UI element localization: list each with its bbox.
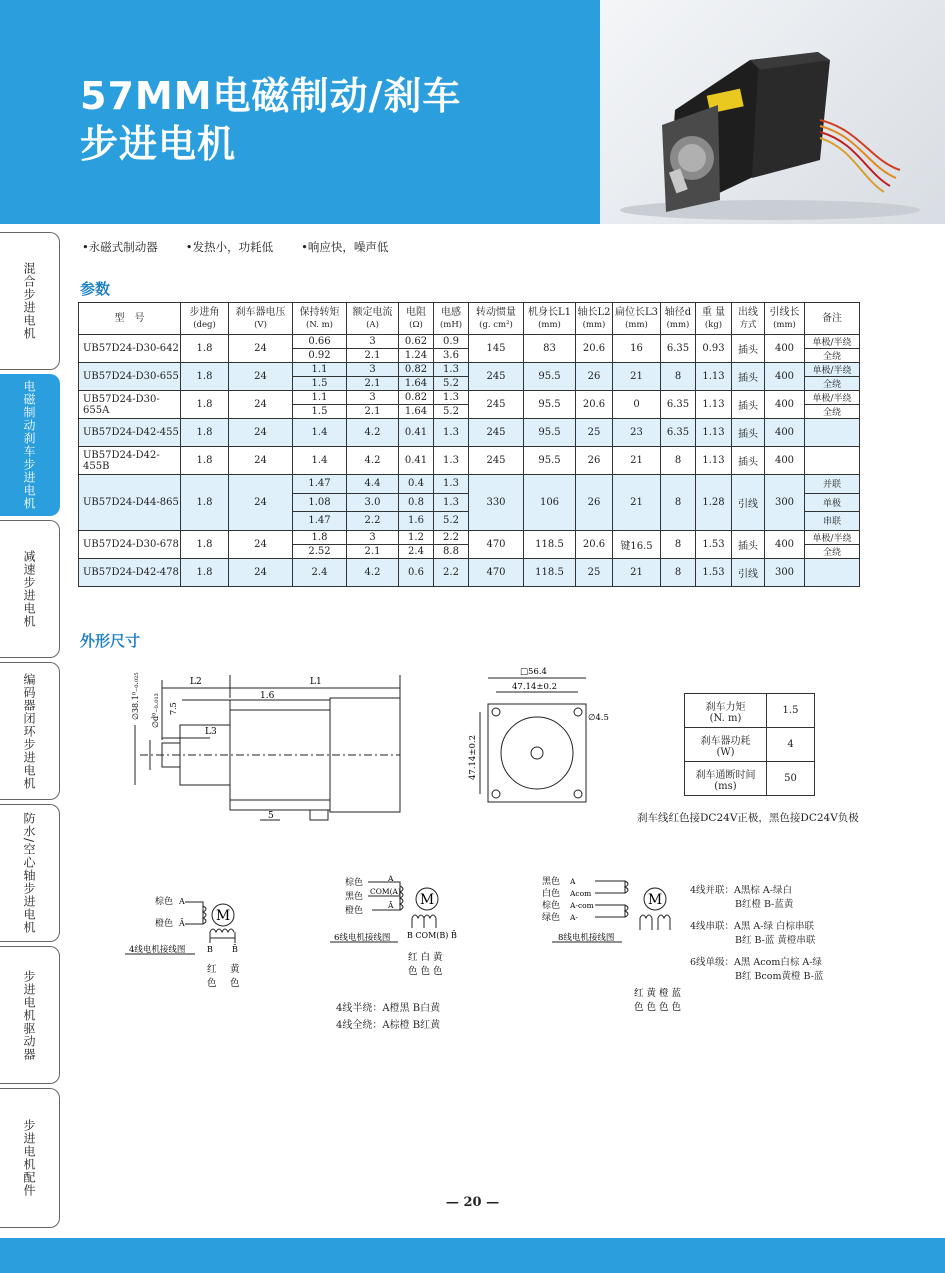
pin-label: COM(A) [370,887,401,896]
header-banner [0,0,600,224]
table-cell: 24 [229,530,293,558]
table-cell: 16 [613,335,661,363]
table-cell [805,447,860,475]
color-label: 红 白 黄 [408,952,443,963]
table-cell: 5.2 [434,512,469,531]
wiring-note: B红 Bcom黄橙 B-蓝 [735,971,824,982]
table-cell: 400 [765,530,805,558]
column-header: 备注 [805,303,860,335]
table-cell: 单极/半绕 [805,391,860,405]
table-cell: 6.35 [661,391,696,419]
wiring-note: 4线半绕：A橙黑 B白黄 [336,1003,441,1014]
column-header: 步进角 (deg) [181,303,229,335]
table-cell: 83 [524,335,576,363]
dims-heading: 外形尺寸 [80,632,141,650]
color-label: 黄 [230,964,240,975]
table-cell: 单极/半绕 [805,530,860,544]
table-cell: 1.3 [434,447,469,475]
table-row [79,335,860,349]
table-cell: 0.9 [434,335,469,349]
table-cell: 3.0 [347,493,399,512]
wire-color: 绿色 [542,913,561,923]
table-cell: 26 [576,447,613,475]
table-cell: 1.4 [293,419,347,447]
tab-label: 减速步进电机 [22,550,36,628]
footer-bar [0,1238,945,1273]
table-cell: 1.47 [293,475,347,494]
label-5: 5 [268,811,274,821]
table-cell: 8.8 [434,544,469,558]
table-cell: 1.8 [181,530,229,558]
tab-closed-loop-stepper[interactable] [0,662,60,800]
label-pitch: 47.14±0.2 [512,682,557,692]
table-cell: 4.2 [347,447,399,475]
table-row [79,530,860,544]
table-cell: 1.8 [181,447,229,475]
table-cell: 106 [524,475,576,531]
title-line-1: 57MM电磁制动/刹车 [80,74,462,118]
table-cell: 0.6 [399,558,434,586]
tab-stepper-driver[interactable] [0,946,60,1084]
wire-color: 黑色 [345,892,364,902]
table-cell: 300 [765,475,805,531]
pin-label: A- [570,913,578,922]
table-cell: 8 [661,558,696,586]
label-pitch-vertical: 47.14±0.2 [468,735,478,780]
color-label: 色 [230,978,240,989]
brake-spec-table [684,693,815,796]
table-cell: 1.8 [181,335,229,363]
table-cell: 1.5 [293,405,347,419]
table-cell: 21 [613,558,661,586]
label-diad: ∅d⁰₋₀.₀₁₃ [151,693,160,728]
table-cell: 0.41 [399,447,434,475]
table-cell: 20.6 [576,530,613,558]
table-cell: UB57D24-D30-678 [79,530,181,558]
table-cell: 0.82 [399,391,434,405]
feature-item: •发热小，功耗低 [185,240,274,254]
table-cell: 1.3 [434,475,469,494]
column-header: 出线 方式 [732,303,765,335]
column-header: 保持转矩 (N. m) [293,303,347,335]
table-cell: 145 [469,335,524,363]
table-cell: 1.8 [181,391,229,419]
table-cell: 1.53 [696,530,732,558]
table-cell: 470 [469,530,524,558]
front-view-drawing [460,662,630,812]
table-cell: 2.2 [434,558,469,586]
table-cell: 8 [661,363,696,391]
table-cell: UB57D24-D42-455 [79,419,181,447]
table-cell: 95.5 [524,447,576,475]
brake-unit: (ms) [714,780,737,792]
spec-table [78,302,860,587]
pin-label: A [388,874,394,883]
table-cell: 26 [576,475,613,531]
table-cell: 400 [765,335,805,363]
color-label: 色 [207,978,217,989]
label-hole: ∅4.5 [588,713,609,723]
table-cell: 95.5 [524,419,576,447]
color-label: 色 色 色 色 [634,1002,682,1013]
brake-unit: (N. m) [709,712,742,724]
table-cell: 24 [229,363,293,391]
column-header: 轴径d (mm) [661,303,696,335]
table-cell: 95.5 [524,391,576,419]
motor-symbol: M [215,908,231,924]
table-cell: 1.6 [399,512,434,531]
wiring-caption: 4线电机接线图 [129,945,186,955]
brake-row [685,694,815,728]
table-cell: 1.2 [399,530,434,544]
brake-label: 刹车通断时间 [695,769,756,781]
page-number: — 20 — [445,1195,500,1210]
brake-label: 刹车器功耗 [700,735,751,747]
wire-color: 棕色 [345,878,364,888]
motor-symbol: M [647,892,663,908]
table-cell: 6.35 [661,419,696,447]
table-cell: 24 [229,419,293,447]
table-cell: 0.82 [399,363,434,377]
table-cell: 1.4 [293,447,347,475]
column-header: 引线长 (mm) [765,303,805,335]
feature-item: •永磁式制动器 [82,240,158,254]
table-cell: 5.2 [434,377,469,391]
wiring-note: 4线全绕：A棕橙 B红黄 [336,1020,441,1031]
table-cell: 400 [765,391,805,419]
table-cell: 插头 [732,530,765,558]
tab-label: 电磁制动刹车步进电机 [22,380,36,510]
label-l1: L1 [310,677,322,687]
wire-color: 橙色 [155,919,174,929]
table-cell: 0 [613,391,661,419]
column-header: 机身长L1 (mm) [524,303,576,335]
table-cell: 2.1 [347,377,399,391]
wire-color: 橙色 [345,906,364,916]
table-cell: 25 [576,558,613,586]
table-row [79,558,860,586]
table-cell: 1.64 [399,377,434,391]
table-cell: 串联 [805,512,860,531]
table-cell: 2.52 [293,544,347,558]
table-cell: 1.13 [696,419,732,447]
wiring-note: B红 B-蓝 黄橙串联 [735,935,816,946]
pin-label: A [570,877,576,886]
wiring-note: 4线并联：A黑棕 A-绿白 [690,885,792,896]
table-cell: 引线 [732,558,765,586]
column-header: 电阻 (Ω) [399,303,434,335]
table-cell: 4.4 [347,475,399,494]
table-row [79,475,860,494]
pin-label: A [179,897,185,906]
wiring-4-diagram [125,888,255,993]
column-header: 电感 (mH) [434,303,469,335]
table-cell: 1.64 [399,405,434,419]
table-row [79,419,860,447]
table-cell: 20.6 [576,391,613,419]
table-cell: 1.8 [181,558,229,586]
table-cell: 键16.5 [613,530,661,558]
table-cell: 470 [469,558,524,586]
table-cell: 330 [469,475,524,531]
table-cell: 插头 [732,363,765,391]
table-cell: 0.8 [399,493,434,512]
brake-label: 刹车力矩 [705,701,746,713]
table-row [79,363,860,377]
feature-item: •响应快，噪声低 [301,240,389,254]
label-l2: L2 [190,677,202,687]
label-dia38: ∅38.1⁰₋₀.₀₂₅ [131,672,140,720]
table-cell: 全绕 [805,405,860,419]
column-header: 轴长L2 (mm) [576,303,613,335]
table-cell: 400 [765,363,805,391]
table-cell: 1.3 [434,363,469,377]
table-cell: 4.2 [347,419,399,447]
table-cell: 1.3 [434,493,469,512]
wiring-8-notes [690,884,823,984]
table-cell: 0.66 [293,335,347,349]
tab-brake-stepper[interactable] [0,374,60,516]
table-cell: 21 [613,363,661,391]
tab-label: 混合步进电机 [22,262,36,340]
table-cell: 2.2 [347,512,399,531]
table-cell: 1.1 [293,363,347,377]
table-cell: 4.2 [347,558,399,586]
table-row [79,391,860,405]
wiring-6-notes [336,1000,440,1034]
table-cell: 1.53 [696,558,732,586]
table-cell: UB57D24-D30-642 [79,335,181,363]
table-cell: 单极/半绕 [805,363,860,377]
table-cell: 8 [661,447,696,475]
table-row [79,447,860,475]
table-cell: 插头 [732,447,765,475]
spec-table-header [79,303,860,335]
table-cell: 245 [469,419,524,447]
tab-hybrid-stepper[interactable] [0,232,60,370]
table-cell: 245 [469,447,524,475]
pin-label: B [207,945,213,954]
table-cell: 1.13 [696,363,732,391]
table-cell: 1.13 [696,447,732,475]
brake-value: 4 [767,728,815,762]
table-cell: 25 [576,419,613,447]
brake-value: 50 [767,762,815,796]
motor-symbol: M [419,892,435,908]
column-header: 额定电流 (A) [347,303,399,335]
table-cell: 8 [661,530,696,558]
table-cell: 2.4 [399,544,434,558]
wire-color: 黑色 [542,877,561,887]
pin-label: Ā [179,919,185,928]
table-cell: 0.62 [399,335,434,349]
pin-label: B COM(B) B̄ [407,931,457,940]
table-cell: 1.3 [434,419,469,447]
column-header: 重 量 (kg) [696,303,732,335]
table-cell: UB57D24-D42-455B [79,447,181,475]
tab-label: 步进电机配件 [22,1119,36,1197]
table-cell: 245 [469,363,524,391]
table-cell: 全绕 [805,377,860,391]
table-cell: 21 [613,475,661,531]
column-header: 刹车器电压 (V) [229,303,293,335]
table-cell: 1.3 [434,391,469,405]
table-cell: 245 [469,391,524,419]
feature-list [82,239,388,255]
table-cell: 1.8 [181,363,229,391]
table-cell: 1.24 [399,349,434,363]
color-label: 红 黄 橙 蓝 [634,988,682,999]
brake-row [685,762,815,796]
wiring-8-diagram [540,872,690,1017]
table-cell: 1.8 [181,475,229,531]
table-cell: 1.08 [293,493,347,512]
label-l3: L3 [205,727,217,737]
table-cell: 单极 [805,493,860,512]
table-cell: 24 [229,475,293,531]
params-heading: 参数 [80,280,111,298]
table-cell: 1.8 [181,419,229,447]
table-cell: 24 [229,558,293,586]
table-cell: 2.2 [434,530,469,544]
tab-waterproof-stepper[interactable] [0,804,60,942]
side-view-drawing [110,670,410,830]
table-cell: 400 [765,447,805,475]
stepper-motor-image [600,0,945,224]
table-cell: 1.47 [293,512,347,531]
table-cell: 全绕 [805,349,860,363]
tab-label: 编码器闭环步进电机 [22,672,36,790]
table-cell: 单极/半绕 [805,335,860,349]
wiring-6-diagram [330,872,480,987]
table-cell [805,419,860,447]
tab-label: 步进电机驱动器 [22,969,36,1061]
table-cell: 1.8 [293,530,347,544]
table-cell: 2.1 [347,349,399,363]
table-cell: UB57D24-D44-865 [79,475,181,531]
wiring-note: 4线串联：A黑 A-绿 白棕串联 [690,921,815,932]
table-cell: 2.1 [347,405,399,419]
table-cell: 1.5 [293,377,347,391]
table-cell: 0.41 [399,419,434,447]
table-cell: 24 [229,447,293,475]
table-cell: 全绕 [805,544,860,558]
wire-color: 白色 [542,889,561,899]
color-label: 色 色 色 [408,966,443,977]
wiring-caption: 6线电机接线图 [334,933,391,943]
table-cell: 引线 [732,475,765,531]
pin-label: Ā [388,901,394,910]
label-7-5: 7.5 [169,702,178,715]
pin-label: A-com [570,901,594,910]
table-cell [805,558,860,586]
label-1-6: 1.6 [260,691,275,701]
table-cell: 2.4 [293,558,347,586]
table-cell: 118.5 [524,530,576,558]
wiring-note: B红橙 B-蓝黄 [735,899,794,910]
table-cell: 3 [347,335,399,349]
product-photo [600,0,945,224]
table-cell: 8 [661,475,696,531]
table-cell: 24 [229,335,293,363]
table-cell: 3 [347,363,399,377]
table-cell: 0.4 [399,475,434,494]
table-cell: 插头 [732,335,765,363]
table-cell: 20.6 [576,335,613,363]
table-cell: 1.1 [293,391,347,405]
table-cell: UB57D24-D30-655 [79,363,181,391]
column-header: 型 号 [79,303,181,335]
wire-color: 棕色 [155,897,174,907]
table-cell: 0.92 [293,349,347,363]
table-cell: 并联 [805,475,860,494]
table-cell: 3 [347,391,399,405]
table-cell: 插头 [732,391,765,419]
wiring-note: 6线单级：A黑 Acom白棕 A-绿 [690,957,822,968]
table-cell: 118.5 [524,558,576,586]
tab-label: 防水/空心轴步进电机 [22,811,36,935]
color-label: 红 [207,964,217,975]
table-cell: 3.6 [434,349,469,363]
label-square: □56.4 [520,667,547,677]
page-title [80,72,461,168]
table-cell: 95.5 [524,363,576,391]
column-header: 扁位长L3 (mm) [613,303,661,335]
table-cell: 插头 [732,419,765,447]
table-cell: 5.2 [434,405,469,419]
table-cell: 6.35 [661,335,696,363]
tab-gear-stepper[interactable] [0,520,60,658]
table-cell: 2.1 [347,544,399,558]
table-cell: 23 [613,419,661,447]
table-cell: 300 [765,558,805,586]
brake-unit: (W) [716,746,735,758]
spec-table-body [79,335,860,587]
title-line-2: 步进电机 [80,122,237,166]
column-header: 转动惯量 (g. cm²) [469,303,524,335]
table-cell: UB57D24-D42-478 [79,558,181,586]
table-cell: UB57D24-D30-655A [79,391,181,419]
wire-color: 棕色 [542,901,561,911]
table-cell: 400 [765,419,805,447]
pin-label: B̄ [232,945,238,954]
table-cell: 26 [576,363,613,391]
table-cell: 0.93 [696,335,732,363]
table-cell: 3 [347,530,399,544]
pin-label: Acom [570,889,592,898]
brake-wiring-note: 刹车线红色接DC24V正极，黑色接DC24V负极 [637,812,859,824]
wiring-caption: 8线电机接线图 [558,933,615,943]
table-cell: 24 [229,391,293,419]
table-cell: 21 [613,447,661,475]
brake-value: 1.5 [767,694,815,728]
table-cell: 1.28 [696,475,732,531]
table-cell: 1.13 [696,391,732,419]
brake-row [685,728,815,762]
